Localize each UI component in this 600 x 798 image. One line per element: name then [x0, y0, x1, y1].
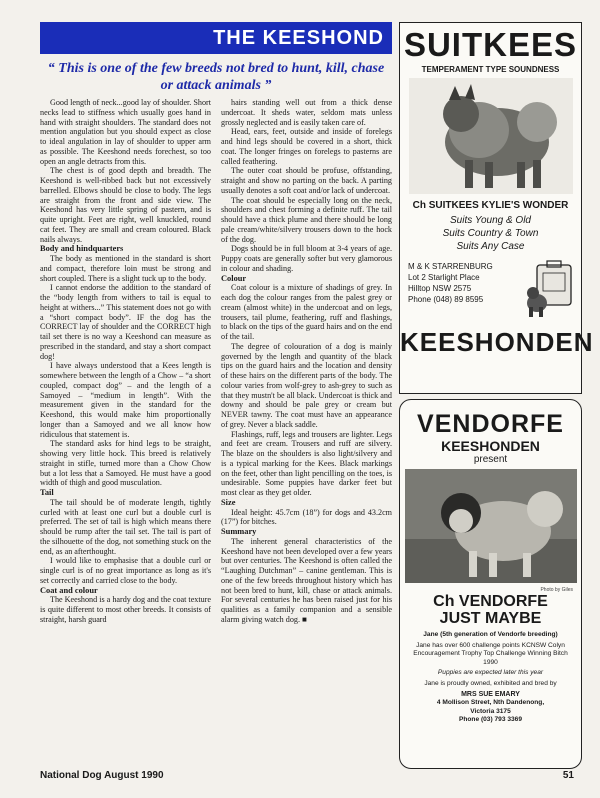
ad-line-4: Jane is proudly owned, exhibited and bred by: [424, 679, 557, 687]
article-paragraph: Coat colour is a mixture of shadings of grey. In each dog the colour ranges from the palest grey or cream (almost white) in the undercoat and on legs, trousers, tail plume, feathering, ruff and flashings, to black on the tips of the guard hairs and on the end of the tail.: [221, 283, 392, 341]
ad-subtitle: KEESHONDEN: [441, 438, 540, 454]
article-paragraph: hairs standing well out from a thick dense undercoat. It sheds water, seldom mats unless grossly neglected and is easily taken care of.: [221, 98, 392, 127]
article-paragraph: The body as mentioned in the standard is short and compact, therefore loin must be strong and short coupled. There is a slight tuck up to the body.: [40, 254, 211, 283]
article-paragraph: The coat should be especially long on the neck, shoulders and chest forming a definite ruff. The tail should have a thick plume and there should be long pale cream/white/silvery trousers down to the hock of the dog.: [221, 195, 392, 244]
suitcase-dog-icon: [523, 259, 575, 319]
dog-name-1: Ch VENDORFE: [433, 593, 548, 610]
article-title-banner: THE KEESHOND: [40, 22, 392, 54]
article-paragraph: The chest is of good depth and breadth. The Keeshond is well-ribbed back but not excessively barrelled. Elbows should be close to body. The legs are straight from the front and side view. The Keeshond has very little spring of pastern, and is quite upright. Feet are right, well knuckled, round cat feet. They are small and cream coloured. Black nails always.: [40, 166, 211, 244]
article-paragraph: The inherent general characteristics of the Keeshond have not been developed over a few years but over centuries. The Keeshond is often called the “Laughing Dutchman” – canine gentleman. This is one of the few breeds throughout history which has not been bred to hunt, kill, chase or attack animals. For several centuries he has been raised just for his qualities as a family companion and a sensible alarm giving watch dog. ■: [221, 536, 392, 624]
ad-title: SUITKEES: [403, 26, 578, 63]
keeshond-photo: [409, 78, 573, 194]
article-paragraph: Flashings, ruff, legs and trousers are lighter. Legs and feet are cream. Trousers and ruff are silvery. The blaze on the shoulders is also light/silvery and is a typical marking for the Kees. Black markings on the feet, other than light pencilling on the toes, is undesirable. Some puppies have darker feet but most clear as they get older.: [221, 429, 392, 497]
section-heading: Summary: [221, 527, 257, 536]
article-paragraph: Ideal height: 45.7cm (18”) for dogs and 43.2cm (17”) for bitches.: [221, 507, 392, 527]
photo-credit: Photo by Giles: [540, 587, 573, 593]
owner-address-2: Victoria 3175: [470, 707, 511, 715]
ad-title: VENDORFE: [417, 410, 564, 438]
owner-address-1: 4 Mollison Street, Nth Dandenong,: [436, 699, 545, 707]
present-text: present: [473, 454, 508, 465]
dog-name-2: JUST MAYBE: [439, 610, 542, 627]
tagline-3: Suits Any Case: [456, 241, 525, 252]
section-heading: Body and hindquarters: [40, 244, 124, 254]
article-paragraph: The outer coat should be profuse, offstanding, straight and show no parting on the back. A parting usually denotes a soft coat and/or lack of undercoat.: [221, 166, 392, 195]
ad-footer-keeshonden: KEESHONDEN: [400, 327, 594, 357]
section-heading: Colour: [221, 273, 247, 283]
vendorfe-advert: [399, 399, 582, 769]
section-heading: Tail: [40, 488, 54, 497]
dog-photo-image: [409, 78, 573, 194]
section-heading: Coat and colour: [40, 585, 98, 595]
article-column-1: [40, 98, 211, 760]
section-heading: Size: [221, 497, 236, 507]
page-number: 51: [562, 770, 574, 781]
article-paragraph: I would like to emphasise that a double curl or single curl is of no great importance as long as it's set correctly and carried close to the body.: [40, 556, 211, 585]
article-paragraph: I have always understood that a Kees length is somewhere between the length of a Chow – “a short coupled, compact dog” – and the length of a Samoyed – “medium in length”. With the measurement given in the standard for the Keeshond, this would make him proportionally longer than a Samoyed and we all know how ridiculous that statement is.: [40, 361, 211, 439]
breeder-contact: M & K STARRENBURG Lot 2 Starlight Place Hilltop NSW 2575 Phone (048) 89 8595: [408, 262, 493, 304]
owner-name: MRS SUE EMARY: [461, 690, 520, 698]
tagline-1: Suits Young & Old: [450, 215, 531, 226]
article-paragraph: The standard asks for hind legs to be straight, showing very little hock. This breed is relatively straight in stifle, turned more than a Chow Chow but a lot less that a Samoyed. He must have a good width of thigh and good musculation.: [40, 439, 211, 488]
article-paragraph: The degree of colouration of a dog is mainly governed by the length and quantity of the black tips on the guard hairs and the location and density of these hairs on the different parts of the body. The colour varies from wolf-grey to ash-grey to such as that they mustn't be all black. Undercoat is thick and downy and should be pale grey or cream but NEVER tawny. The coat must have an appearance of grey. Never a black saddle.: [221, 341, 392, 429]
tagline-2: Suits Country & Town: [442, 228, 539, 239]
owner-phone: Phone (03) 793 3369: [458, 716, 523, 724]
ad-line-3: Puppies are expected later this year: [437, 669, 544, 677]
article-paragraph: Dogs should be in full bloom at 3-4 years of age. Puppy coats are generally softer but very glamorous in colour and shading.: [221, 244, 392, 273]
article-paragraph: Good length of neck...good lay of shoulder. Short necks lead to stiffness which usually goes hand in hand with straight shoulders. The standard does not mention angulation but you should expect as close to ideal angulation in lay of shoulder to upper arm as possible. The Keeshond needs forechest, so too open an angle detracts from this.: [40, 98, 211, 166]
ad-subtitle: TEMPERAMENT TYPE SOUNDNESS: [421, 65, 560, 74]
ad-line-1: Jane (5th generation of Vendorfe breeding): [423, 631, 558, 638]
dog-name: Ch SUITKEES KYLIE'S WONDER: [412, 200, 569, 211]
article-paragraph: The tail should be of moderate length, tightly curled with at least one curl but a double curl is preferred. The set of tail is high which means there should be rump after the tail set. The tail is part of the silhouette of the dog, not something stuck on the end, as an afterthought.: [40, 497, 211, 556]
suitkees-advert: [399, 22, 594, 394]
keeshond-photo: [405, 469, 577, 583]
article-paragraph: The Keeshond is a hardy dog and the coat texture is quite different to most other breeds. It consists of straight, harsh guard: [40, 595, 211, 624]
article-paragraph: I cannot endorse the addition to the standard of the “body length from withers to tail is equal to height at withers...” This statement does not go with a “short compact body”. IF the dog has the CORRECT lay of shoulder and the CORRECT high tail set there is no way a Keeshond can measure as prescribed in the standard, and stay a short compact dog!: [40, 283, 211, 361]
article-body: [40, 98, 392, 760]
pull-quote: “ This is one of the few breeds not bred to hunt, kill, chase or attack animals ”: [47, 61, 385, 93]
article-paragraph: Head, ears, feet, outside and inside of forelegs and hind legs should be covered in a short, thick coat. The longer fringes on forelegs to pasterns are called feathering.: [221, 127, 392, 166]
dog-photo-image: [405, 469, 577, 583]
magazine-footer: National Dog August 1990: [40, 770, 164, 781]
article-column-2: [221, 98, 392, 760]
ad-line-2: Jane has over 600 challenge points KCNSW Colyn Encouragement Trophy Top Challenge Winning Bitch 1990: [413, 641, 568, 666]
